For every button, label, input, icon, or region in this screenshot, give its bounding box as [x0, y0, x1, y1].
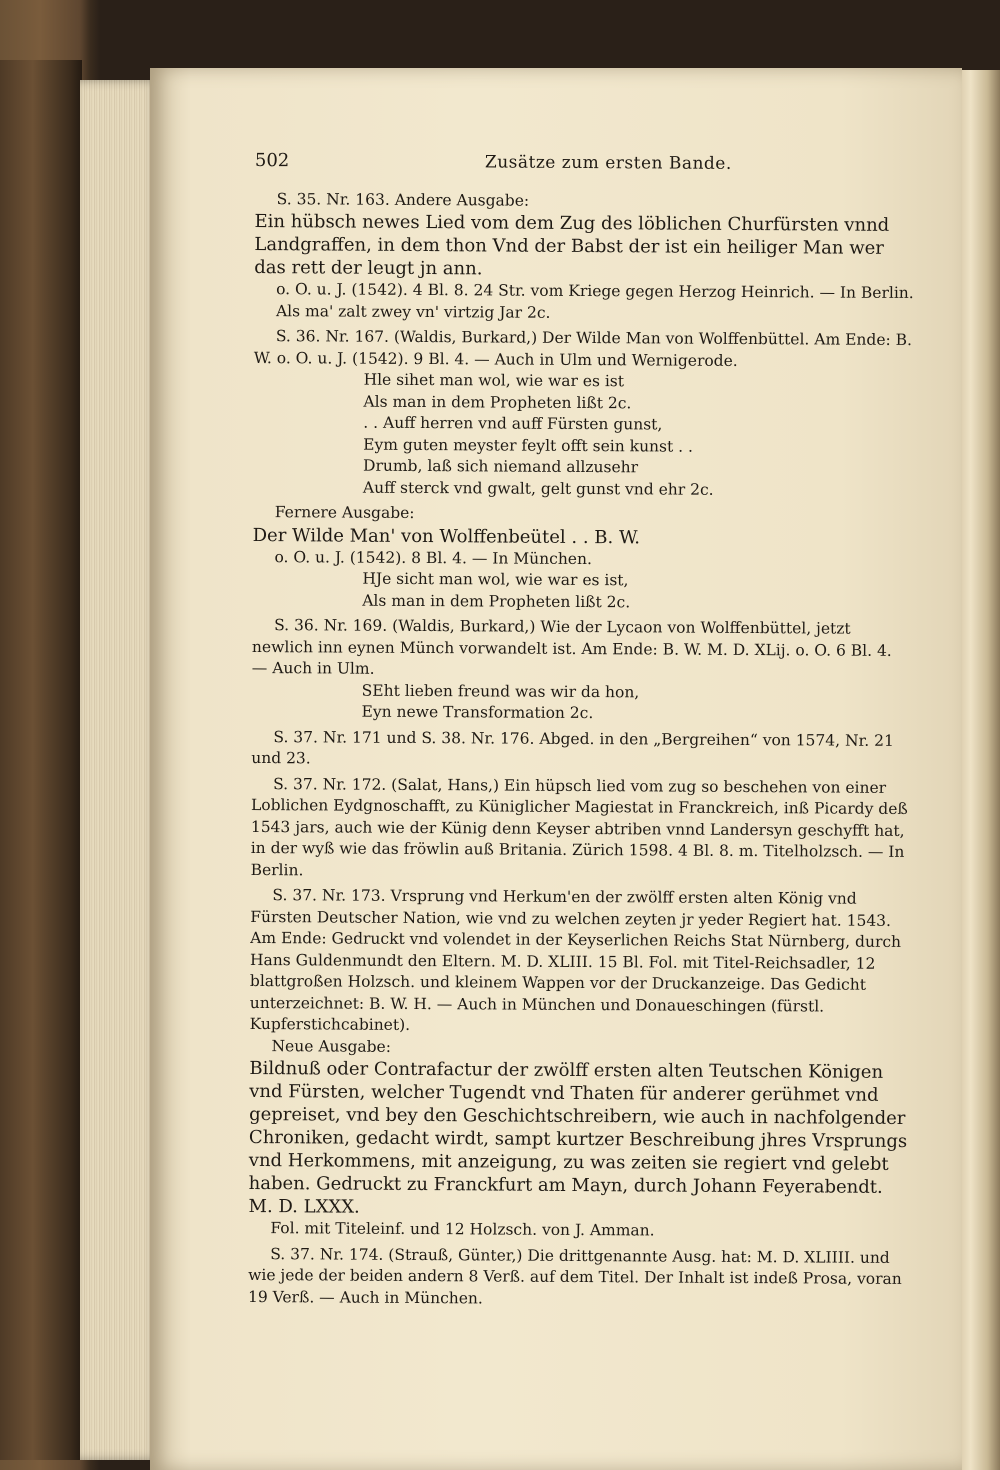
running-title: Zusätze zum ersten Bande. [484, 152, 732, 174]
text-line: S. 37. Nr. 174. (Strauß, Günter,) Die drittgenannte Ausg. hat: M. D. XLIIII. und wie jede der beiden andern 8 Verß. auf dem Titel. Der Inhalt ist indeß Prosa, voran 19 Verß. — Auch in München. [247, 1244, 902, 1307]
text-line: Bildnuß oder Contrafactur der zwölff ersten alten Teutschen Königen vnd Fürsten, welcher Tugendt vnd Thaten für anderer gerühmet vnd gepreiset, vnd bey den Geschichtschreibern, wie auch in nachfolgender Chroniken, gedacht wirdt, sampt kurtzer Beschreibung jhres Vrsprungs vnd Herkommens, mit anzeigung, zu was zeiten sie regiert vnd gelebt haben. Gedruckt zu Franckfurt am Mayn, durch Johann Feyerabendt. M. D. LXXX. [248, 1057, 908, 1218]
book-cover-edge [0, 60, 82, 1460]
text-line: Auff sterck vnd gwalt, gelt gunst vnd ehr 2c. [362, 478, 714, 499]
text-line: S. 37. Nr. 171 und S. 38. Nr. 176. Abged. in den „Bergreihen“ von 1574, Nr. 21 und 23. [251, 727, 894, 768]
text-line: S. 37. Nr. 172. (Salat, Hans,) Ein hüpsch lied vom zug so beschehen von einer Loblichen Eydgnoschafft, zu Küniglicher Magiestat in Franckreich, inß Picardy deß 1543 jars, auch wie der Künig denn Keyser abtriben vnnd Landersyn geschyfft hat, in der wyß wie das fröwlin auß Britania. Zürich 1598. 4 Bl. 8. m. Titelholzsch. — In Berlin. [250, 774, 908, 879]
text-line: SEht lieben freund was wir da hon, [361, 681, 640, 701]
text-line: Fernere Ausgabe: [274, 503, 415, 522]
text-line: Als man in dem Propheten lißt 2c. [362, 591, 631, 611]
text-line: o. O. u. J. (1542). 8 Bl. 4. — In München. [274, 547, 592, 568]
text-line: Fol. mit Titeleinf. und 12 Holzsch. von J. Amman. [270, 1219, 655, 1240]
text-line: Drumb, laß sich niemand allzusehr [363, 456, 639, 477]
page-text [248, 150, 915, 1312]
text-line: Als ma' zalt zwey vn' virtzig Jar 2c. [275, 301, 551, 322]
text-line: HJe sicht man wol, wie war es ist, [362, 569, 629, 590]
text-line: S. 36. Nr. 169. (Waldis, Burkard,) Wie der Lycaon von Wolffenbüttel, jetzt newlich inn eynen Münch vorwandelt ist. Am Ende: B. W. M. D. XLij. o. O. 6 Bl. 4. — Auch in Ulm. [251, 616, 892, 678]
text-line: Als man in dem Propheten lißt 2c. [363, 392, 632, 412]
page-stack-edge [80, 80, 160, 1460]
text-line: S. 36. Nr. 167. (Waldis, Burkard,) Der Wilde Man von Wolffenbüttel. Am Ende: B. W. o. O. u. J. (1542). 9 Bl. 4. — Auch in Ulm und Wernigerode. [253, 327, 913, 370]
facing-page-edge [958, 70, 1000, 1470]
text-line: S. 37. Nr. 173. Vrsprung vnd Herkum'en der zwölff ersten alten König vnd Fürsten Deutscher Nation, wie vnd zu welchen zeyten jr yeder Regiert hat. 1543. Am Ende: Gedruckt vnd volendet in der Keyserlichen Reichs Stat Nürnberg, durch Hans Guldenmundt den Eltern. M. D. XLIII. 15 Bl. Fol. mit Titel-Reichsadler, 12 blattgroßen Holzsch. und kleinem Wappen vor der Druckanzeige. Das Gedicht unterzeichnet: B. W. H. — Auch in München und Donaueschingen (fürstl. Kupferstichcabinet). [249, 886, 902, 1034]
text-line: o. O. u. J. (1542). 4 Bl. 8. 24 Str. vom Kriege gegen Herzog Heinrich. — In Berlin. [276, 280, 914, 303]
text-line: . . Auff herren vnd auff Fürsten gunst, [363, 413, 663, 434]
text-line: Hle sihet man wol, wie war es ist [363, 370, 625, 391]
page-header [255, 150, 915, 177]
text-body [248, 188, 915, 1312]
text-line: Ein hübsch newes Lied vom dem Zug des löblichen Churfürsten vnnd Landgraffen, in dem thon Vnd der Babst der ist ein heiliger Man wer das rett der leugt jn ann. [254, 210, 890, 280]
text-line: Eym guten meyster feylt offt sein kunst . . [363, 435, 694, 456]
text-line: Der Wilde Man' von Wolffenbeütel . . B. W. [252, 524, 641, 548]
page-number: 502 [254, 150, 290, 172]
text-line: Neue Ausgabe: [271, 1036, 392, 1056]
text-line: Eyn newe Transformation 2c. [361, 702, 594, 723]
text-line: S. 35. Nr. 163. Andere Ausgabe: [276, 189, 530, 210]
